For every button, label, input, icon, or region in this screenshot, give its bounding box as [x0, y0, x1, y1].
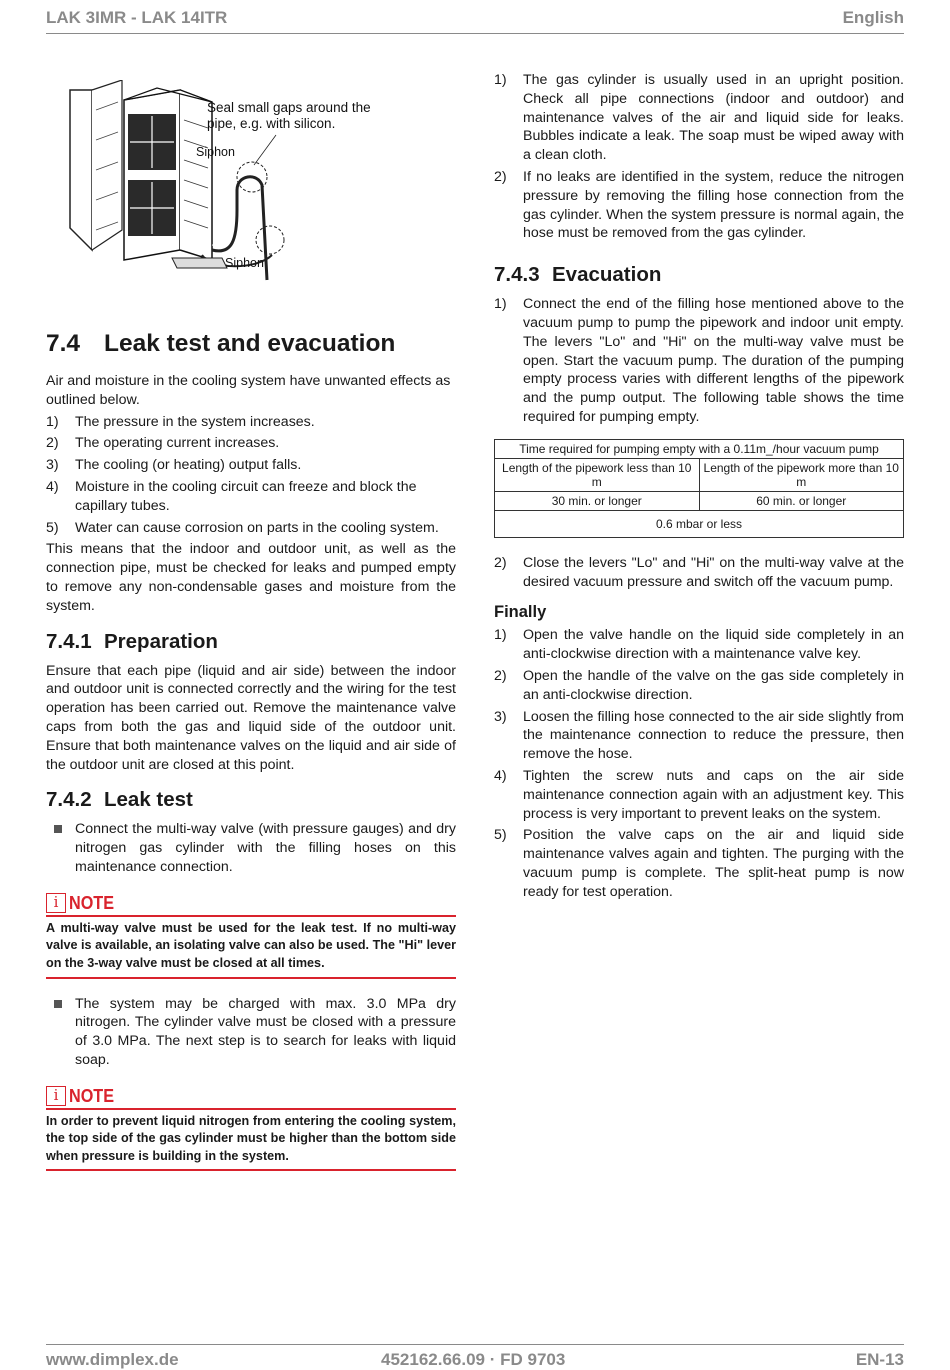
page-number: EN-13 [855, 1350, 904, 1369]
item-text: The system may be charged with max. 3.0 MPa dry nitrogen. The cylinder valve must be closed with a pressure of 3.0 MPa. The next step is to search for leaks with liquid soap. [75, 995, 456, 1068]
table-cell: 60 min. or longer [699, 491, 904, 510]
item-text: Connect the multi-way valve (with pressure gauges) and dry nitrogen gas cylinder with the filling hoses on this maintenance connection. [75, 821, 456, 875]
section-number: 7.4.1 [46, 629, 92, 653]
list-item [46, 413, 456, 432]
note-title: NOTE [69, 892, 115, 913]
table-footer-cell: 0.6 mbar or less [495, 510, 904, 537]
list-item [494, 626, 904, 664]
leak-test-bullets-1 [46, 820, 456, 876]
left-column [46, 330, 456, 1171]
item-text: Open the valve handle on the liquid side completely in an anti-clockwise direction with a maintenance valve key. [523, 627, 904, 663]
item-text: Position the valve caps on the air and liquid side maintenance valves again and tighten. The purging with the vacuum pump is complete. The split-heat pump is now ready for test operation. [523, 827, 904, 900]
section-number: 7.4 [46, 330, 81, 357]
section-heading-7-4-3 [494, 263, 904, 287]
section-title: Leak test [104, 788, 193, 812]
item-number: 1) [46, 413, 59, 430]
note-header [46, 893, 456, 917]
list-item [494, 708, 904, 764]
evacuation-list-1 [494, 295, 904, 427]
item-number: 1) [494, 627, 507, 644]
leak-steps-list [494, 71, 904, 243]
page-header [46, 6, 904, 34]
page-footer [46, 1344, 904, 1370]
list-item [494, 554, 904, 592]
installation-figure [62, 80, 402, 300]
info-icon: i [46, 1086, 66, 1106]
section-heading-7-4-1 [46, 630, 456, 654]
note-header [46, 1086, 456, 1110]
language-label: English [842, 8, 904, 27]
item-number: 2) [494, 168, 507, 185]
item-number: 5) [494, 827, 507, 844]
note-title: NOTE [69, 1085, 115, 1106]
section-heading-7-4-2 [46, 788, 456, 812]
item-text: The pressure in the system increases. [75, 413, 315, 430]
item-number: 2) [46, 435, 59, 452]
item-text: The gas cylinder is usually used in an upright position. Check all pipe connections (indoor and outdoor) and maintenance valves of the air and liquid side for leaks. Bubbles indicate a leak. The soap must be wiped away with a clean cloth. [523, 72, 904, 164]
table-header-cell: Length of the pipework more than 10 m [699, 458, 904, 491]
finally-heading: Finally [494, 603, 547, 622]
item-text: The cooling (or heating) output falls. [75, 457, 302, 474]
note-text: In order to prevent liquid nitrogen from entering the cooling system, the top side of the gas cylinder must be higher than the bottom side when pressure is building in the system. [46, 1113, 456, 1163]
list-item [494, 667, 904, 705]
list-item [46, 820, 456, 876]
note-box-2 [46, 1086, 456, 1172]
list-item [46, 519, 456, 538]
section-number: 7.4.3 [494, 263, 540, 287]
pumping-time-table [494, 439, 904, 538]
item-number: 1) [494, 296, 507, 313]
item-text: The operating current increases. [75, 435, 280, 452]
list-item [494, 295, 904, 427]
item-text: Close the levers "Lo" and "Hi" on the multi-way valve at the desired vacuum pressure and switch off the vacuum pump. [523, 554, 904, 590]
finally-list [494, 626, 904, 901]
section-title: Preparation [104, 629, 218, 653]
item-number: 4) [494, 767, 507, 784]
seal-gaps-label: Seal small gaps around the pipe, e.g. with silicon. [207, 100, 371, 131]
item-number: 3) [494, 708, 507, 725]
item-number: 1) [494, 72, 507, 88]
list-item [494, 168, 904, 243]
item-text: Water can cause corrosion on parts in the cooling system. [75, 519, 439, 536]
item-number: 5) [46, 519, 59, 536]
preparation-paragraph: Ensure that each pipe (liquid and air side) between the indoor and outdoor unit is connected correctly and the wiring for the test operation has been carried out. Remove the maintenance valve caps from both the gas and liquid side of the outdoor unit. Ensure that both maintenance valves on the liquid and air side of the outdoor unit are closed at this point. [46, 662, 456, 773]
effects-list [46, 413, 456, 538]
list-item [494, 767, 904, 823]
conclusion-paragraph: This means that the indoor and outdoor unit, as well as the connection pipe, must be checked for leaks and pumped empty to remove any non-condensable gases and moisture from the system. [46, 541, 456, 614]
item-number: 2) [494, 667, 507, 684]
document-model-title: LAK 3IMR - LAK 14ITR [46, 8, 228, 27]
item-text: Tighten the screw nuts and caps on the air side maintenance connection again with an adjustment key. This process is very important to prevent leaks on the system. [523, 767, 904, 822]
section-title: Evacuation [552, 263, 662, 287]
note-text: A multi-way valve must be used for the leak test. If no multi-way valve is available, an isolating valve can also be used. The "Hi" lever on the 3-way valve must be closed at all times. [46, 920, 456, 970]
square-bullet-icon [54, 825, 62, 833]
item-text: If no leaks are identified in the system, reduce the nitrogen pressure by removing the filling hose connection from the gas cylinder. When the system pressure is normal again, the hose must be removed from the gas cylinder. [523, 168, 904, 242]
siphon-label-top: Siphon [196, 145, 235, 159]
table-header-cell: Length of the pipework less than 10 m [495, 458, 700, 491]
table-cell: 30 min. or longer [495, 491, 700, 510]
item-text: Moisture in the cooling circuit can freeze and block the capillary tubes. [75, 478, 417, 514]
right-column [494, 71, 904, 905]
list-item [494, 826, 904, 901]
evacuation-list-2 [494, 554, 904, 592]
item-text: Loosen the filling hose connected to the air side slightly from the maintenance connection to reduce the pressure, then remove the hose. [523, 708, 904, 763]
list-item [46, 478, 456, 516]
section-heading-7-4 [46, 330, 456, 358]
item-text: Open the handle of the valve on the gas side completely in an anti-clockwise direction. [523, 667, 904, 703]
list-item [46, 456, 456, 475]
intro-paragraph: Air and moisture in the cooling system have unwanted effects as outlined below. [46, 373, 451, 408]
list-item [46, 434, 456, 453]
item-text: Connect the end of the filling hose mentioned above to the vacuum pump to pump the pipework and indoor unit empty. The levers "Lo" and "Hi" on the multi-way valve must be open. Start the vacuum pump. The duration of the pumping empty process varies with different lengths of the pipework and the pump output. The following table shows the time required for pumping empty. [523, 296, 904, 425]
square-bullet-icon [54, 1000, 62, 1008]
leak-test-bullets-2 [46, 995, 456, 1070]
info-icon: i [46, 893, 66, 913]
list-item [46, 995, 456, 1070]
siphon-label-bottom: Siphon [225, 256, 264, 270]
note-box-1 [46, 893, 456, 979]
section-number: 7.4.2 [46, 788, 92, 812]
list-item [494, 71, 904, 165]
item-number: 3) [46, 457, 59, 474]
item-number: 2) [494, 554, 507, 571]
table-title-cell: Time required for pumping empty with a 0.11m_/hour vacuum pump [495, 439, 904, 458]
section-title: Leak test and evacuation [104, 330, 396, 357]
item-number: 4) [46, 478, 59, 495]
document-number: 452162.66.09 · FD 9703 [381, 1350, 566, 1369]
website-url: www.dimplex.de [46, 1350, 179, 1369]
